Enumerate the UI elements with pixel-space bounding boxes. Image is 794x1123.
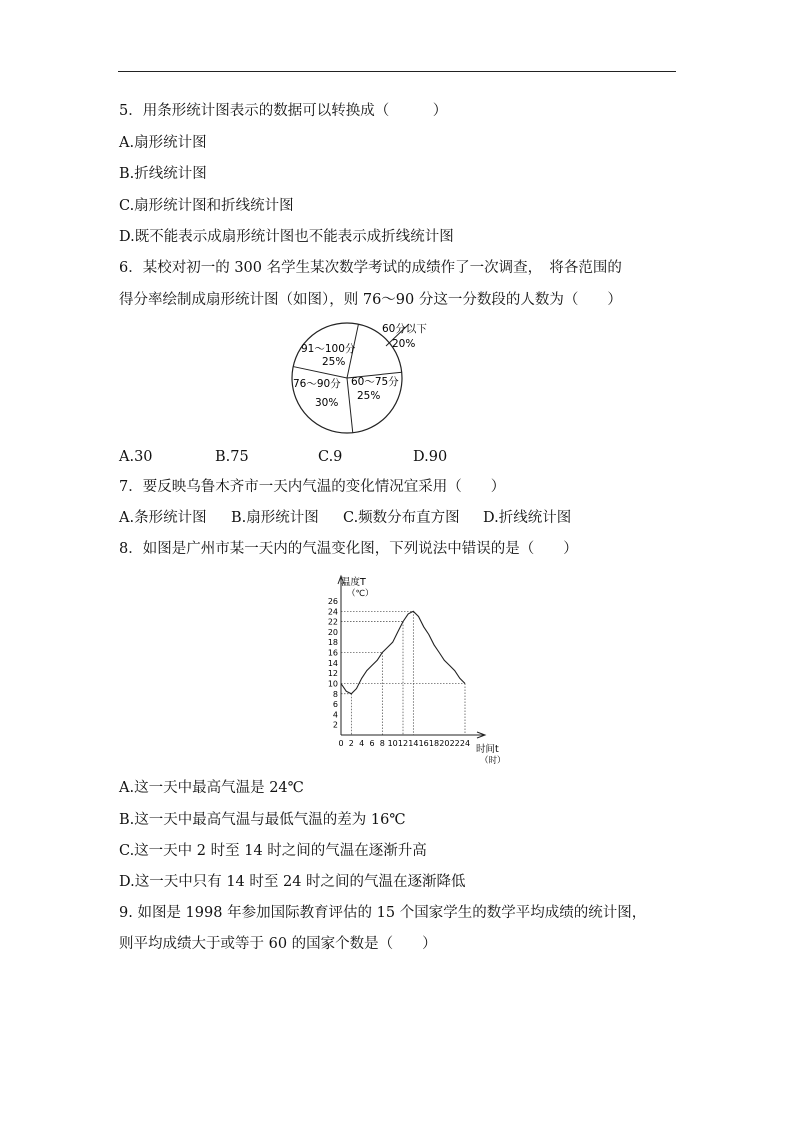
y-tick-label: 4	[332, 710, 338, 720]
q8-option-b: B.这一天中最高气温与最低气温的差为 16℃	[119, 812, 406, 828]
x-tick-label: 6	[369, 739, 375, 748]
q7-option-a: A.条形统计图	[119, 510, 207, 526]
q5-option-a: A.扇形统计图	[119, 135, 207, 151]
y-tick-label: 10	[327, 679, 338, 689]
q5-option-d: D.既不能表示成扇形统计图也不能表示成折线统计图	[119, 229, 454, 245]
x-tick-label: 22	[449, 739, 460, 748]
y-tick-label: 18	[327, 638, 338, 648]
pie-pct-60-75: 25%	[357, 390, 381, 402]
pie-chart	[285, 318, 427, 438]
header-rule	[118, 71, 676, 72]
q9-stem-line1: 9. 如图是 1998 年参加国际教育评估的 15 个国家学生的数学平均成绩的统计图，	[119, 905, 647, 921]
x-tick-label: 12	[397, 739, 409, 748]
q6-option-d: D.90	[413, 449, 448, 465]
y-tick-label: 22	[327, 617, 338, 627]
x-tick-label: 20	[439, 739, 450, 748]
q7-option-b: B.扇形统计图	[231, 510, 319, 526]
q6-option-c: C.9	[318, 449, 343, 465]
y-tick-labels	[328, 597, 338, 730]
q6-stem-line1: 6．某校对初一的 300 名学生某次数学考试的成绩作了一次调查， 将各范围的	[119, 260, 622, 276]
q5-option-b: B.折线统计图	[119, 166, 207, 182]
y-tick-label: 20	[327, 627, 338, 637]
x-tick-label: 2	[348, 739, 354, 748]
pie-pct-76-90: 30%	[315, 397, 339, 409]
temperature-line-chart	[325, 572, 510, 770]
y-tick-label: 8	[332, 689, 338, 699]
q6-stem-line2: 得分率绘制成扇形统计图（如图），则 76～90 分这一分数段的人数为（ ）	[119, 292, 622, 308]
q8-option-d: D.这一天中只有 14 时至 24 时之间的气温在逐渐降低	[119, 874, 466, 890]
q9-stem-line2: 则平均成绩大于或等于 60 的国家个数是（ ）	[119, 936, 437, 952]
y-tick-label: 16	[327, 648, 338, 658]
pie-pct-91-100: 25%	[322, 356, 346, 368]
q6-options	[119, 447, 447, 467]
x-tick-label: 18	[428, 739, 440, 748]
x-tick-labels	[338, 739, 470, 748]
pie-label-91-100: 91～100分	[301, 343, 356, 355]
pie-label-60-75: 60～75分	[351, 376, 399, 388]
q8-option-c: C.这一天中 2 时至 14 时之间的气温在逐渐升高	[119, 843, 427, 859]
x-axis-unit: （时）	[480, 756, 506, 766]
y-tick-label: 26	[327, 597, 338, 606]
q7-stem: 7．要反映乌鲁木齐市一天内气温的变化情况宜采用（ ）	[119, 479, 506, 495]
x-tick-label: 16	[418, 739, 429, 748]
q8-option-a: A.这一天中最高气温是 24℃	[119, 780, 304, 796]
x-tick-label: 4	[359, 739, 365, 748]
pie-label-76-90: 76～90分	[293, 378, 341, 390]
y-tick-label: 12	[327, 669, 338, 679]
q6-option-a: A.30	[119, 449, 153, 465]
x-tick-label: 10	[387, 739, 398, 748]
q5-option-c: C.扇形统计图和折线统计图	[119, 198, 294, 214]
pie-pct-60-below: 20%	[392, 338, 416, 350]
q8-stem: 8．如图是广州市某一天内的气温变化图，下列说法中错误的是（ ）	[119, 541, 578, 557]
y-tick-label: 6	[332, 700, 338, 710]
y-axis-label: 温度T	[341, 577, 366, 588]
q7-option-c: C.频数分布直方图	[343, 510, 460, 526]
y-tick-label: 14	[327, 658, 338, 668]
q5-stem: 5．用条形统计图表示的数据可以转换成（ ）	[119, 103, 448, 119]
y-tick-label: 2	[332, 720, 338, 730]
x-tick-label: 0	[338, 739, 344, 748]
q6-option-b: B.75	[215, 449, 249, 465]
x-axis-label: 时间t	[476, 744, 499, 755]
x-tick-label: 14	[408, 739, 419, 748]
pie-label-60-below: 60分以下	[382, 323, 427, 335]
reference-guides	[341, 611, 465, 735]
pie-boundary-7690-91100	[293, 367, 347, 378]
y-axis-unit: （℃）	[347, 589, 374, 599]
q7-options	[119, 508, 571, 528]
q7-option-d: D.折线统计图	[483, 510, 572, 526]
x-tick-label: 24	[459, 739, 471, 748]
y-tick-label: 24	[327, 607, 338, 617]
x-tick-label: 8	[379, 739, 385, 748]
